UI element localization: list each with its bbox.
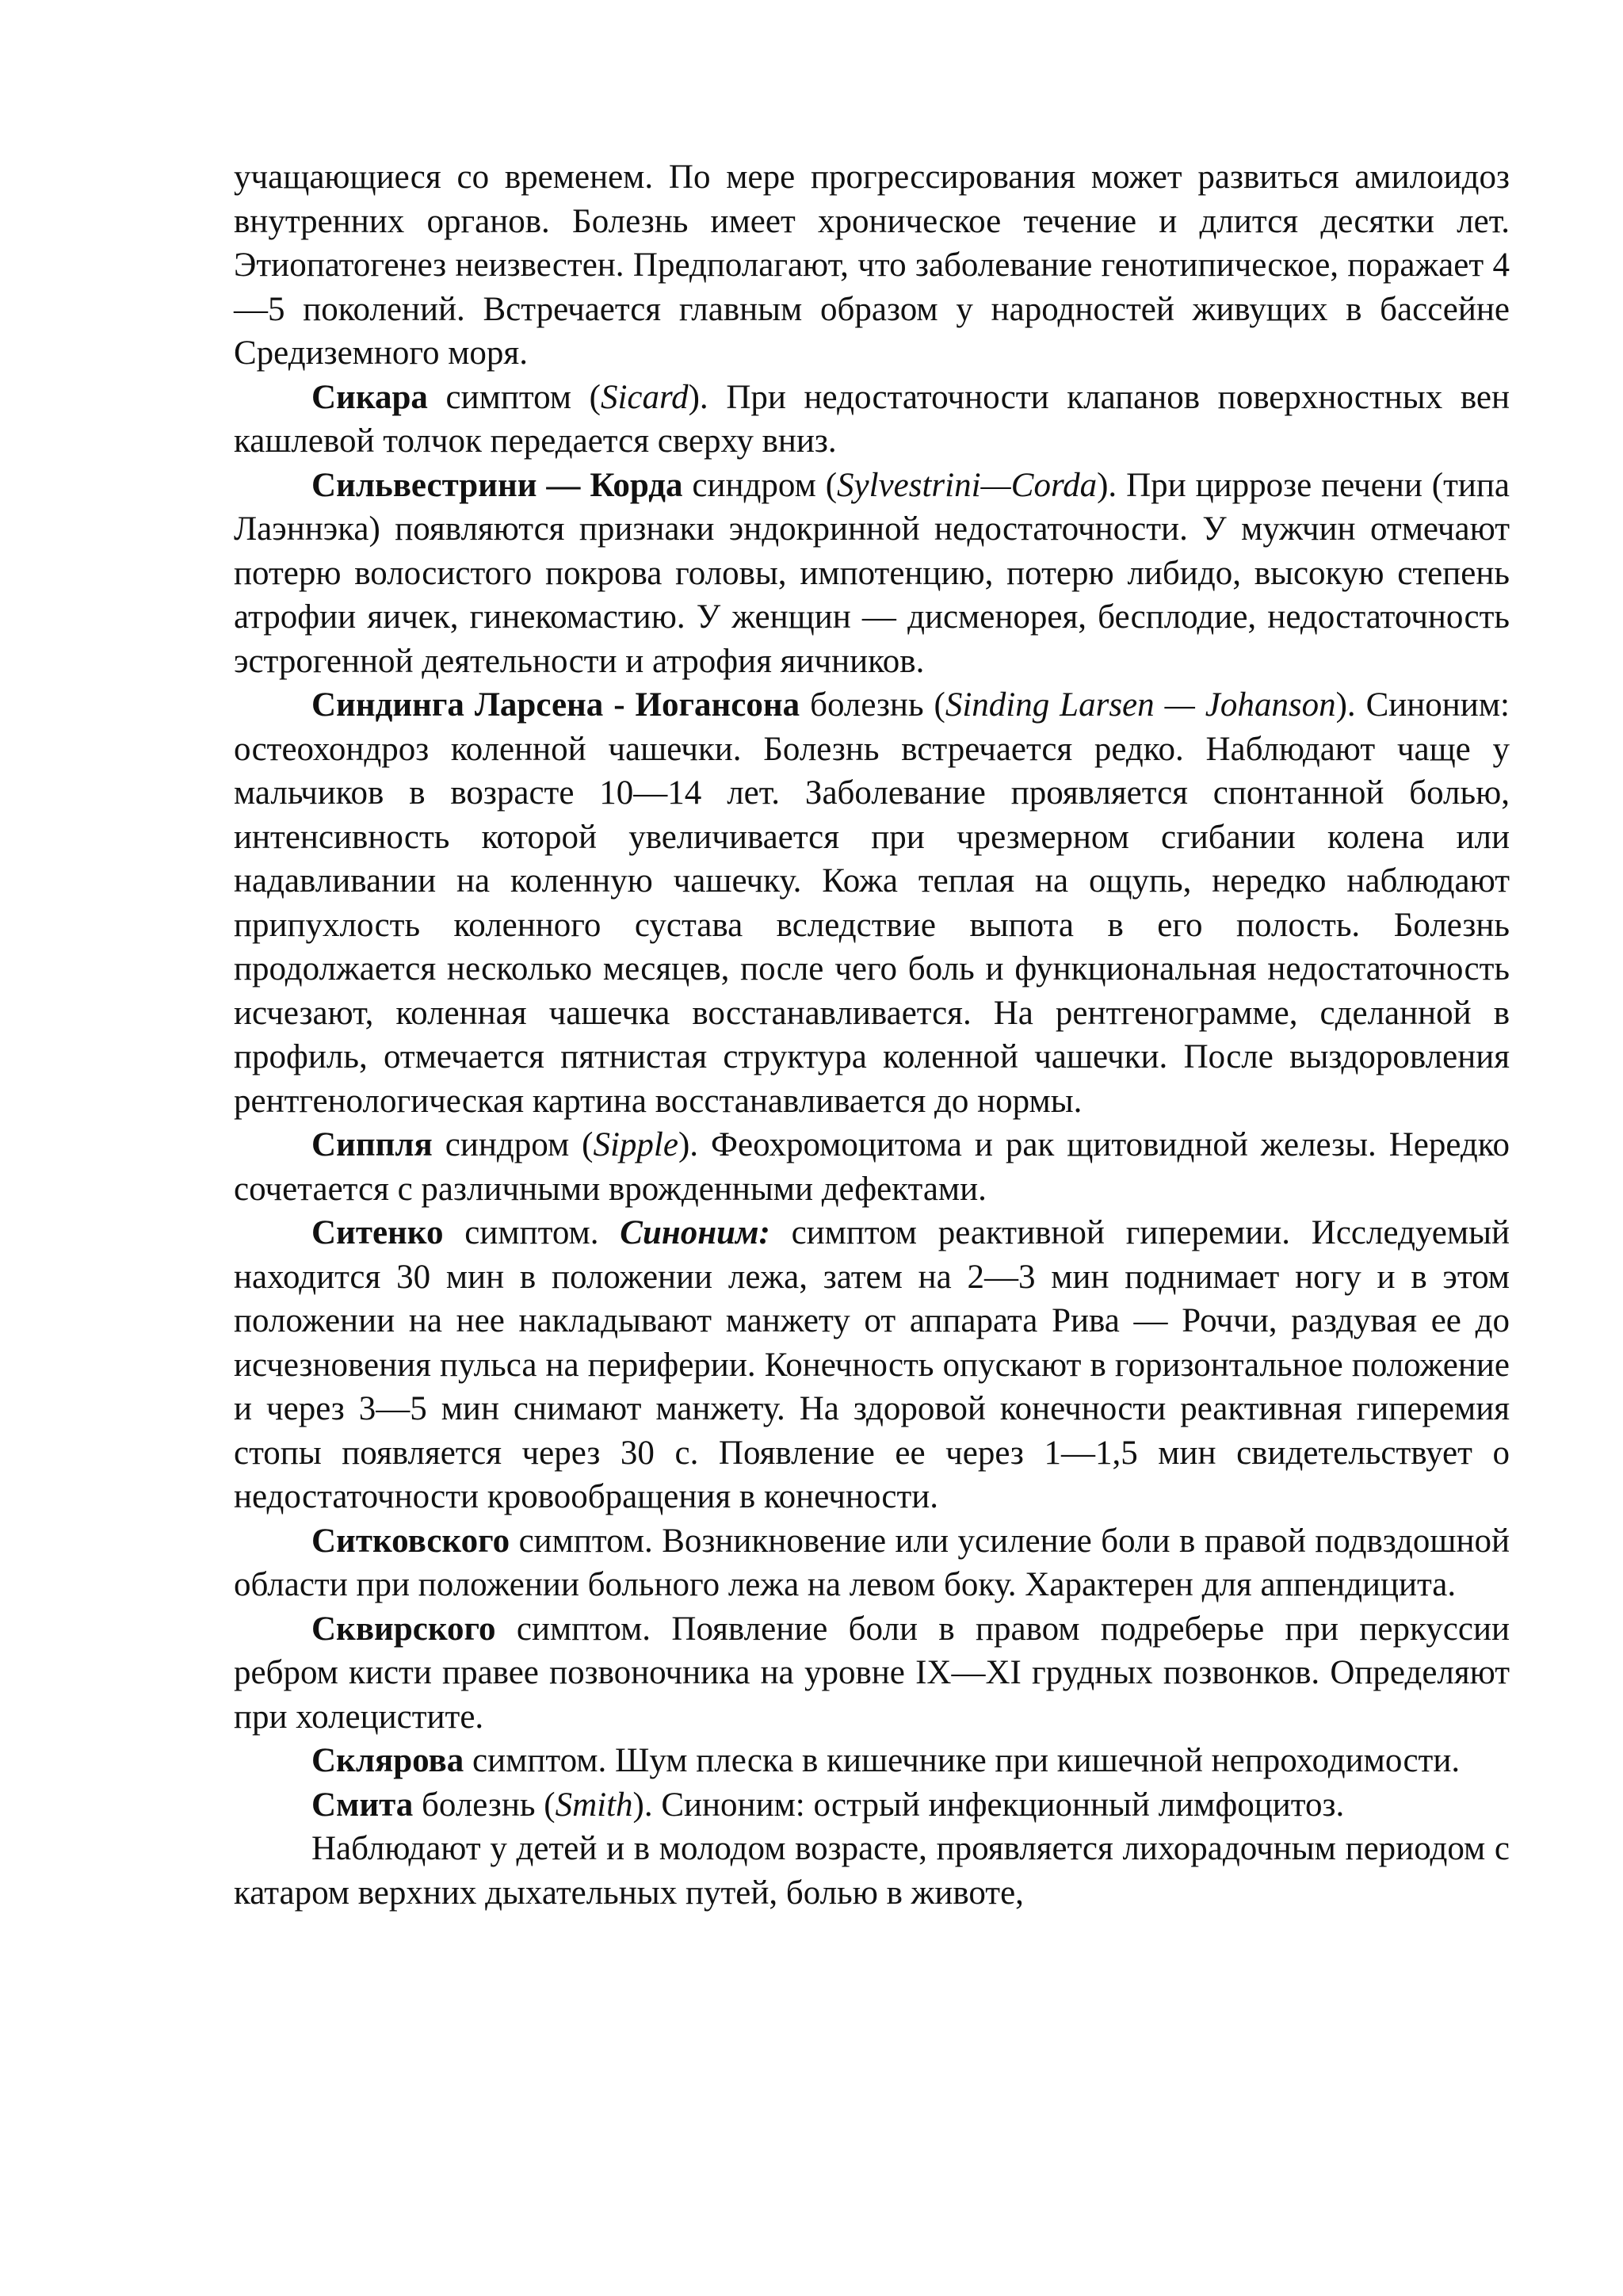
entry-sinding-larsen-johanson bbox=[234, 683, 1510, 1123]
entry-latin-name: Sylvestrini—Corda bbox=[837, 466, 1098, 504]
entry-description: симптом реактивной гиперемии. Исследуемый находится 30 мин в положении лежа, затем на 2—3 мин поднимает ногу и в этом положении на нее накладывают манжету от аппарата Рива — Роччи, раздувая ее до исчезновения пульса на периферии. Конечность опускают в горизонтальное положение и через 3—5 мин снимают манжету. На здоровой конечности реактивная гиперемия стопы появляется через 30 с. Появление ее через 1—1,5 мин свидетельствует о недостаточности кровообращения в конечности. bbox=[234, 1214, 1510, 1515]
entry-synonym-label: Синоним: bbox=[620, 1214, 770, 1251]
entry-term: Сильвестрини — Корда bbox=[311, 466, 683, 504]
entry-description: ). При циррозе печени (типа Лаэннэка) появляются признаки эндокринной недостаточности. У мужчин отмечают потерю волосистого покрова головы, импотенцию, потерю либидо, высокую степень атрофии яичек, гинекомастию. У женщин — дисменорея, бесплодие, недостаточность эстрогенной деятельности и атрофия яичников. bbox=[234, 466, 1510, 680]
entry-latin-name: Sipple bbox=[593, 1126, 678, 1163]
entry-latin-name: Smith bbox=[555, 1786, 633, 1824]
entry-description: ). Синоним: остеохондроз коленной чашечки. Болезнь встречается редко. Наблюдают чаще у мальчиков в возрасте 10—14 лет. Заболевание проявляется спонтанной болью, интенсивность которой увеличивается при чрезмерном сгибании колена или надавливании на коленную чашечку. Кожа теплая на ощупь, нередко наблюдают припухлость коленного сустава вследствие выпота в его полость. Болезнь продолжается несколько месяцев, после чего боль и функциональная недостаточность исчезают, коленная чашечка восстанавливается. На рентгенограмме, сделанной в профиль, отмечается пятнистая структура коленной чашечки. После выздоровления рентгенологическая картина восстанавливается до нормы. bbox=[234, 686, 1510, 1120]
paragraph-text: учащающиеся со временем. По мере прогрессирования может развиться амилоидоз внутренних органов. Болезнь имеет хроническое течение и длится десятки лет. Этиопатогенез неизвестен. Предполагают, что заболевание генотипическое, поражает 4—5 поколений. Встречается главным образом у народностей живущих в бассейне Средиземного моря. bbox=[234, 159, 1510, 372]
paragraph-text: Наблюдают у детей и в молодом возрасте, проявляется лихорадочным периодом с катаром верхних дыхательных путей, болью в животе, bbox=[234, 1830, 1510, 1912]
entry-type: синдром ( bbox=[432, 1126, 594, 1163]
entry-description: симптом. Шум плеска в кишечнике при кишечной непроходимости. bbox=[464, 1742, 1461, 1779]
entry-sicard bbox=[234, 376, 1510, 464]
entry-sklyarov bbox=[234, 1739, 1510, 1783]
entry-latin-name: Sicard bbox=[600, 378, 689, 416]
entry-description: ). Синоним: острый инфекционный лимфоцитоз. bbox=[632, 1786, 1345, 1824]
entry-description: ). При недостаточности клапанов поверхностных вен кашлевой толчок передается сверху вниз. bbox=[234, 378, 1510, 460]
entry-term: Сиппля bbox=[311, 1126, 433, 1163]
entry-sylvestrini-corda bbox=[234, 464, 1510, 684]
entry-smith bbox=[234, 1783, 1510, 1828]
entry-type: симптом. bbox=[443, 1214, 621, 1251]
entry-sipple bbox=[234, 1123, 1510, 1211]
entry-skvirsky bbox=[234, 1607, 1510, 1740]
entry-type: болезнь ( bbox=[413, 1786, 556, 1824]
entry-type: синдром ( bbox=[682, 466, 838, 504]
paragraph-continuation bbox=[234, 155, 1510, 376]
entry-description: ). Феохромоцитома и рак щитовидной железы. Нередко сочетается с различными врожденными дефектами. bbox=[234, 1126, 1510, 1208]
paragraph-smith-details bbox=[234, 1827, 1510, 1915]
entry-term: Склярова bbox=[311, 1742, 464, 1779]
entry-description: симптом. Появление боли в правом подреберье при перкуссии ребром кисти правее позвоночника на уровне IX—XI грудных позвонков. Определяют при холецистите. bbox=[234, 1610, 1510, 1736]
entry-term: Синдинга Ларсена - Иогансона bbox=[311, 686, 800, 724]
entry-sitenko bbox=[234, 1211, 1510, 1519]
document-page bbox=[234, 155, 1510, 1915]
entry-sitkovsky bbox=[234, 1519, 1510, 1607]
entry-term: Сквирского bbox=[311, 1610, 496, 1648]
entry-description: симптом. Возникновение или усиление боли в правой подвздошной области при положении больного лежа на левом боку. Характерен для аппендицита. bbox=[234, 1522, 1510, 1603]
entry-term: Ситковского bbox=[311, 1522, 510, 1560]
entry-term: Смита bbox=[311, 1786, 414, 1824]
entry-latin-name: Sinding Larsen — Johanson bbox=[945, 686, 1336, 724]
entry-type: симптом ( bbox=[427, 378, 601, 416]
entry-type: болезнь ( bbox=[800, 686, 945, 724]
entry-term: Ситенко bbox=[311, 1214, 444, 1251]
entry-term: Сикара bbox=[311, 378, 428, 416]
